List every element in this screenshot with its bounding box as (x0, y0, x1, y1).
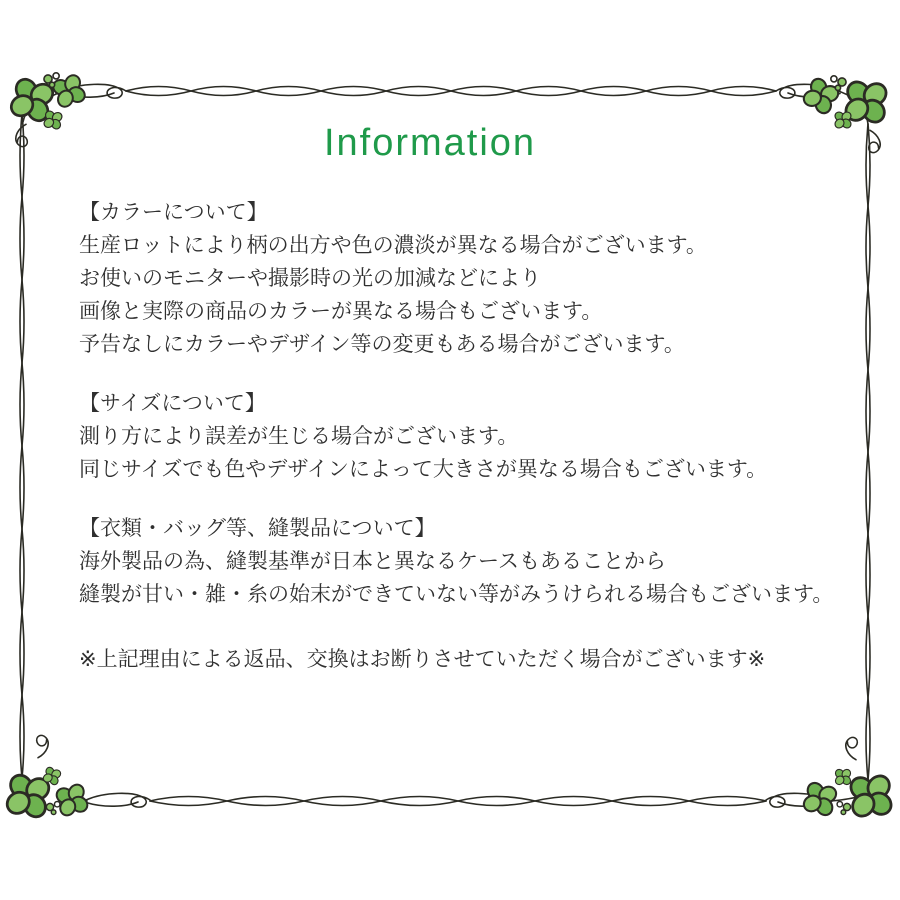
section-size-line-2: 同じサイズでも色やデザインによって大きさが異なる場合もございます。 (79, 458, 768, 481)
section-color (79, 196, 839, 361)
section-size (79, 387, 839, 486)
clover-icon (51, 779, 92, 820)
section-sewing-line-1: 海外製品の為、縫製基準が日本と異なるケースもあることから (79, 550, 666, 573)
bud-icon (46, 801, 60, 814)
corner-clover-cluster-bottom-left (1, 764, 93, 823)
clover-icon (845, 770, 896, 821)
vine-knot (86, 793, 150, 807)
section-color-line-2: お使いのモニターや撮影時の光の加減などにより (79, 267, 541, 290)
section-sewing-line-2: 縫製が甘い・雑・糸の始末ができていない等がみうけられる場合もございます。 (79, 583, 834, 606)
section-color-heading: 【カラーについて】 (79, 201, 268, 224)
section-color-line-3: 画像と実際の商品のカラーが異なる場合もございます。 (79, 300, 603, 323)
corner-clover-cluster-bottom-right (798, 768, 896, 822)
clover-icon (798, 777, 841, 820)
vine-line-left (15, 108, 50, 778)
section-sewing-heading: 【衣類・バッグ等、縫製品について】 (79, 517, 436, 540)
vine-line-bottom (52, 793, 858, 807)
returns-notice: ※上記理由による返品、交換はお断りさせていただく場合がございます※ (79, 648, 766, 671)
section-sewing (79, 512, 839, 611)
section-size-heading: 【サイズについて】 (79, 392, 266, 415)
section-color-line-1: 生産ロットにより柄の出方や色の濃淡が異なる場合がございます。 (79, 234, 707, 257)
page-title: Information (323, 122, 537, 164)
vine-curl (34, 735, 49, 759)
clover-icon (834, 768, 853, 787)
vine-line-top (44, 84, 856, 100)
bud-icon (837, 801, 851, 814)
vine-curl (845, 737, 860, 761)
section-color-line-4: 予告なしにカラーやデザイン等の変更もある場合がございます。 (79, 333, 685, 356)
section-size-line-1: 測り方により誤差が生じる場合がございます。 (79, 425, 519, 448)
vine-line-right (845, 110, 882, 780)
information-body (79, 196, 839, 676)
